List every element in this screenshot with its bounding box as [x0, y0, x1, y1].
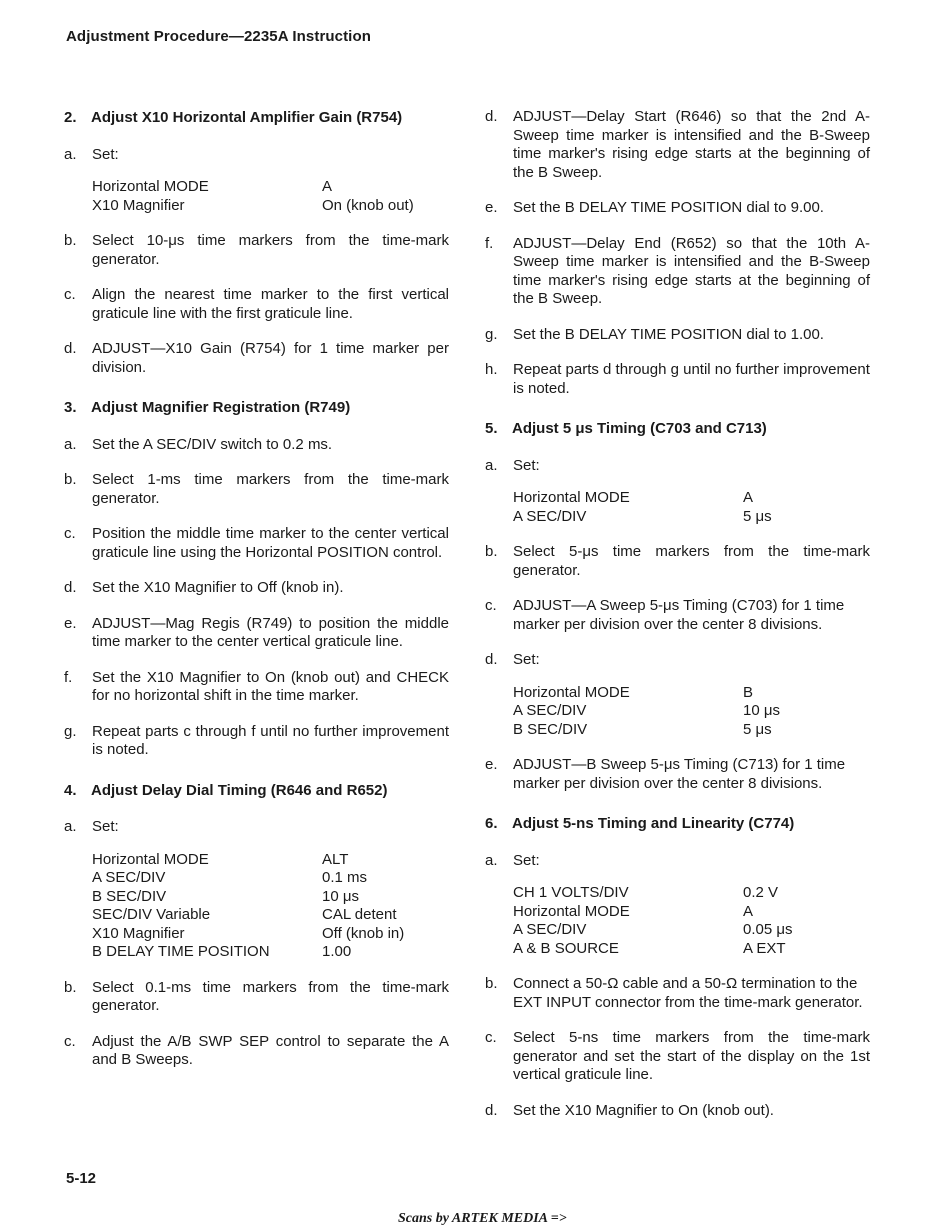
page-number: 5-12 — [66, 1170, 97, 1187]
step-4a — [64, 818, 449, 837]
step-label: c. — [64, 1032, 76, 1050]
step-4h — [485, 361, 870, 398]
step-text: Align the nearest time marker to the first vertical graticule line with the first graticule line. — [92, 286, 449, 322]
step-text: Set: — [513, 456, 540, 474]
setting-value: 10 μs — [322, 887, 359, 905]
step-2b — [64, 232, 449, 269]
section-3-title — [64, 399, 449, 418]
settings-row — [513, 702, 870, 721]
step-4d — [485, 108, 870, 182]
step-text: Adjust the A/B SWP SEP control to separate the A and B Sweeps. — [92, 1032, 449, 1068]
step-label: a. — [64, 145, 77, 163]
step-text: ADJUST—Mag Regis (R749) to position the middle time marker to the center vertical graticule line. — [92, 614, 449, 650]
step-label: d. — [64, 579, 77, 596]
setting-value: ALT — [322, 850, 349, 868]
setting-name: B DELAY TIME POSITION — [92, 943, 270, 960]
step-2d — [64, 340, 449, 377]
step-label: c. — [64, 286, 76, 303]
settings-row — [513, 940, 870, 959]
step-label: d. — [485, 108, 498, 125]
section-number: 4. — [64, 781, 77, 799]
settings-row — [513, 684, 870, 703]
section-heading: Adjust X10 Horizontal Amplifier Gain (R754) — [91, 109, 403, 126]
scan-credit: Scans by ARTEK MEDIA => — [398, 1211, 567, 1226]
settings-row — [513, 921, 870, 940]
step-4g — [485, 326, 870, 345]
step-4f — [485, 235, 870, 309]
setting-name: Horizontal MODE — [513, 902, 630, 920]
section-number: 5. — [485, 420, 498, 437]
setting-name: A & B SOURCE — [513, 939, 619, 957]
settings-row — [92, 943, 449, 962]
step-label: h. — [485, 361, 498, 378]
step-text: Repeat parts c through f until no further improvement is noted. — [92, 722, 449, 758]
settings-row — [92, 869, 449, 888]
setting-value: B — [743, 683, 754, 701]
step-6a — [485, 852, 870, 871]
step-6d — [485, 1102, 870, 1121]
step-label: a. — [64, 818, 77, 835]
step-label: f. — [485, 234, 494, 252]
step-6c — [485, 1029, 870, 1085]
step-text: Set the X10 Magnifier to On (knob out) and CHECK for no horizontal shift in the time marker. — [92, 668, 449, 704]
setting-value: Off (knob in) — [322, 924, 405, 942]
step-text: Set the B DELAY TIME POSITION dial to 1.00. — [513, 325, 824, 343]
step-text: ADJUST—X10 Gain (R754) for 1 time marker per division. — [92, 340, 449, 376]
setting-value: CAL detent — [322, 906, 397, 923]
settings-row — [513, 721, 870, 740]
setting-name: A SEC/DIV — [513, 921, 587, 938]
setting-value: A — [743, 902, 754, 920]
step-label: c. — [485, 597, 497, 614]
step-3g — [64, 723, 449, 760]
section-4-title — [64, 782, 449, 801]
setting-name: Horizontal MODE — [513, 683, 630, 701]
setting-value: 10 μs — [743, 702, 780, 719]
step-3e — [64, 615, 449, 652]
settings-row — [513, 884, 870, 903]
step-4b — [64, 979, 449, 1016]
setting-name: B SEC/DIV — [513, 720, 588, 738]
section-heading: Adjust Magnifier Registration (R749) — [91, 399, 351, 416]
step-text: Set: — [513, 651, 540, 668]
step-2c — [64, 286, 449, 323]
step-text: Set: — [92, 818, 119, 835]
step-label: a. — [485, 851, 498, 869]
step-label: b. — [485, 975, 498, 992]
setting-value: 5 μs — [743, 507, 772, 525]
step-label: e. — [64, 614, 77, 632]
step-6b — [485, 975, 870, 1012]
step-label: c. — [485, 1029, 497, 1046]
setting-value: 0.1 ms — [322, 869, 368, 886]
step-text: Select 1-ms time markers from the time-mark generator. — [92, 471, 449, 507]
settings-row — [92, 197, 449, 216]
step-5d — [485, 651, 870, 670]
settings-table-6a — [513, 884, 870, 958]
setting-value: 5 μs — [743, 720, 772, 738]
settings-row — [92, 906, 449, 925]
setting-value: 0.2 V — [743, 884, 779, 901]
settings-table-4a — [92, 851, 449, 962]
setting-value: A EXT — [743, 939, 786, 957]
step-label: e. — [485, 756, 498, 773]
setting-value: A — [743, 489, 754, 506]
step-5b — [485, 543, 870, 580]
setting-name: A SEC/DIV — [513, 507, 587, 525]
step-label: f. — [64, 668, 73, 686]
settings-table-2a — [92, 178, 449, 215]
setting-name: Horizontal MODE — [92, 178, 209, 195]
step-text: Set the X10 Magnifier to Off (knob in). — [92, 579, 344, 596]
step-label: a. — [485, 456, 498, 474]
setting-name: A SEC/DIV — [92, 869, 166, 886]
step-label: c. — [64, 525, 76, 542]
setting-value: On (knob out) — [322, 196, 414, 214]
setting-name: SEC/DIV Variable — [92, 906, 211, 923]
step-4c — [64, 1033, 449, 1070]
step-label: b. — [64, 978, 77, 996]
step-text: Set: — [92, 145, 119, 163]
section-heading: Adjust 5 μs Timing (C703 and C713) — [512, 420, 767, 437]
setting-name: X10 Magnifier — [92, 924, 185, 942]
settings-row — [92, 178, 449, 197]
setting-name: Horizontal MODE — [92, 850, 209, 868]
step-label: g. — [485, 325, 498, 343]
step-5a — [485, 457, 870, 476]
step-label: b. — [485, 543, 498, 560]
setting-name: CH 1 VOLTS/DIV — [513, 884, 629, 901]
step-3c — [64, 525, 449, 562]
step-text: Set: — [513, 851, 540, 869]
settings-row — [92, 851, 449, 870]
step-text: Select 5-μs time markers from the time-mark generator. — [513, 543, 870, 579]
section-number: 2. — [64, 109, 77, 126]
step-4e — [485, 199, 870, 218]
step-text: Set the X10 Magnifier to On (knob out). — [513, 1101, 774, 1119]
section-heading: Adjust 5-ns Timing and Linearity (C774) — [512, 815, 795, 832]
step-3a — [64, 436, 449, 455]
step-text: Repeat parts d through g until no further improvement is noted. — [513, 361, 870, 397]
settings-row — [513, 903, 870, 922]
step-label: e. — [485, 199, 498, 216]
right-column — [485, 108, 870, 1137]
section-2-title — [64, 109, 449, 128]
setting-name: X10 Magnifier — [92, 196, 185, 214]
step-label: b. — [64, 232, 77, 249]
settings-row — [92, 925, 449, 944]
setting-value: 1.00 — [322, 943, 352, 960]
setting-name: Horizontal MODE — [513, 489, 630, 506]
settings-row — [513, 489, 870, 508]
step-text: Connect a 50-Ω cable and a 50-Ω termination to the EXT INPUT connector from the time-mark generator. — [513, 975, 863, 1011]
section-number: 3. — [64, 399, 77, 416]
section-heading: Adjust Delay Dial Timing (R646 and R652) — [91, 781, 388, 799]
setting-name: B SEC/DIV — [92, 887, 167, 905]
step-label: d. — [64, 340, 77, 357]
step-text: ADJUST—B Sweep 5-μs Timing (C713) for 1 time marker per division over the center 8 divisions. — [513, 756, 846, 792]
step-text: ADJUST—A Sweep 5-μs Timing (C703) for 1 time marker per division over the center 8 divisions. — [513, 597, 845, 633]
step-text: Set the B DELAY TIME POSITION dial to 9.00. — [513, 199, 824, 216]
step-text: Select 10-μs time markers from the time-mark generator. — [92, 232, 449, 268]
section-6-title — [485, 815, 870, 834]
left-column — [64, 109, 449, 1087]
step-3d — [64, 579, 449, 598]
settings-table-5a — [513, 489, 870, 526]
page-header: Adjustment Procedure—2235A Instruction — [66, 28, 371, 45]
section-number: 6. — [485, 815, 498, 832]
setting-value: A — [322, 178, 333, 195]
step-text: Set the A SEC/DIV switch to 0.2 ms. — [92, 435, 333, 453]
step-label: a. — [64, 435, 77, 453]
step-5e — [485, 756, 870, 793]
step-label: d. — [485, 651, 498, 668]
step-label: b. — [64, 471, 77, 488]
step-5c — [485, 597, 870, 634]
step-label: g. — [64, 722, 77, 740]
settings-table-5d — [513, 684, 870, 740]
step-text: ADJUST—Delay Start (R646) so that the 2nd A-Sweep time marker is intensified and the B-Sweep time marker's rising edge starts at the beginning of the B Sweep. — [513, 108, 870, 181]
step-label: d. — [485, 1101, 498, 1119]
step-3f — [64, 669, 449, 706]
section-5-title — [485, 420, 870, 439]
settings-row — [92, 888, 449, 907]
setting-value: 0.05 μs — [743, 921, 793, 938]
step-text: Position the middle time marker to the center vertical graticule line using the Horizontal POSITION control. — [92, 525, 449, 561]
step-text: Select 0.1-ms time markers from the time-mark generator. — [92, 978, 449, 1014]
step-3b — [64, 471, 449, 508]
step-2a — [64, 146, 449, 165]
step-text: Select 5-ns time markers from the time-mark generator and set the start of the display on the 1st vertical graticule line. — [513, 1029, 870, 1083]
step-text: ADJUST—Delay End (R652) so that the 10th A-Sweep time marker is intensified and the B-Sweep time marker's rising edge starts at the beginning of the B Sweep. — [513, 234, 870, 307]
setting-name: A SEC/DIV — [513, 702, 587, 719]
settings-row — [513, 508, 870, 527]
